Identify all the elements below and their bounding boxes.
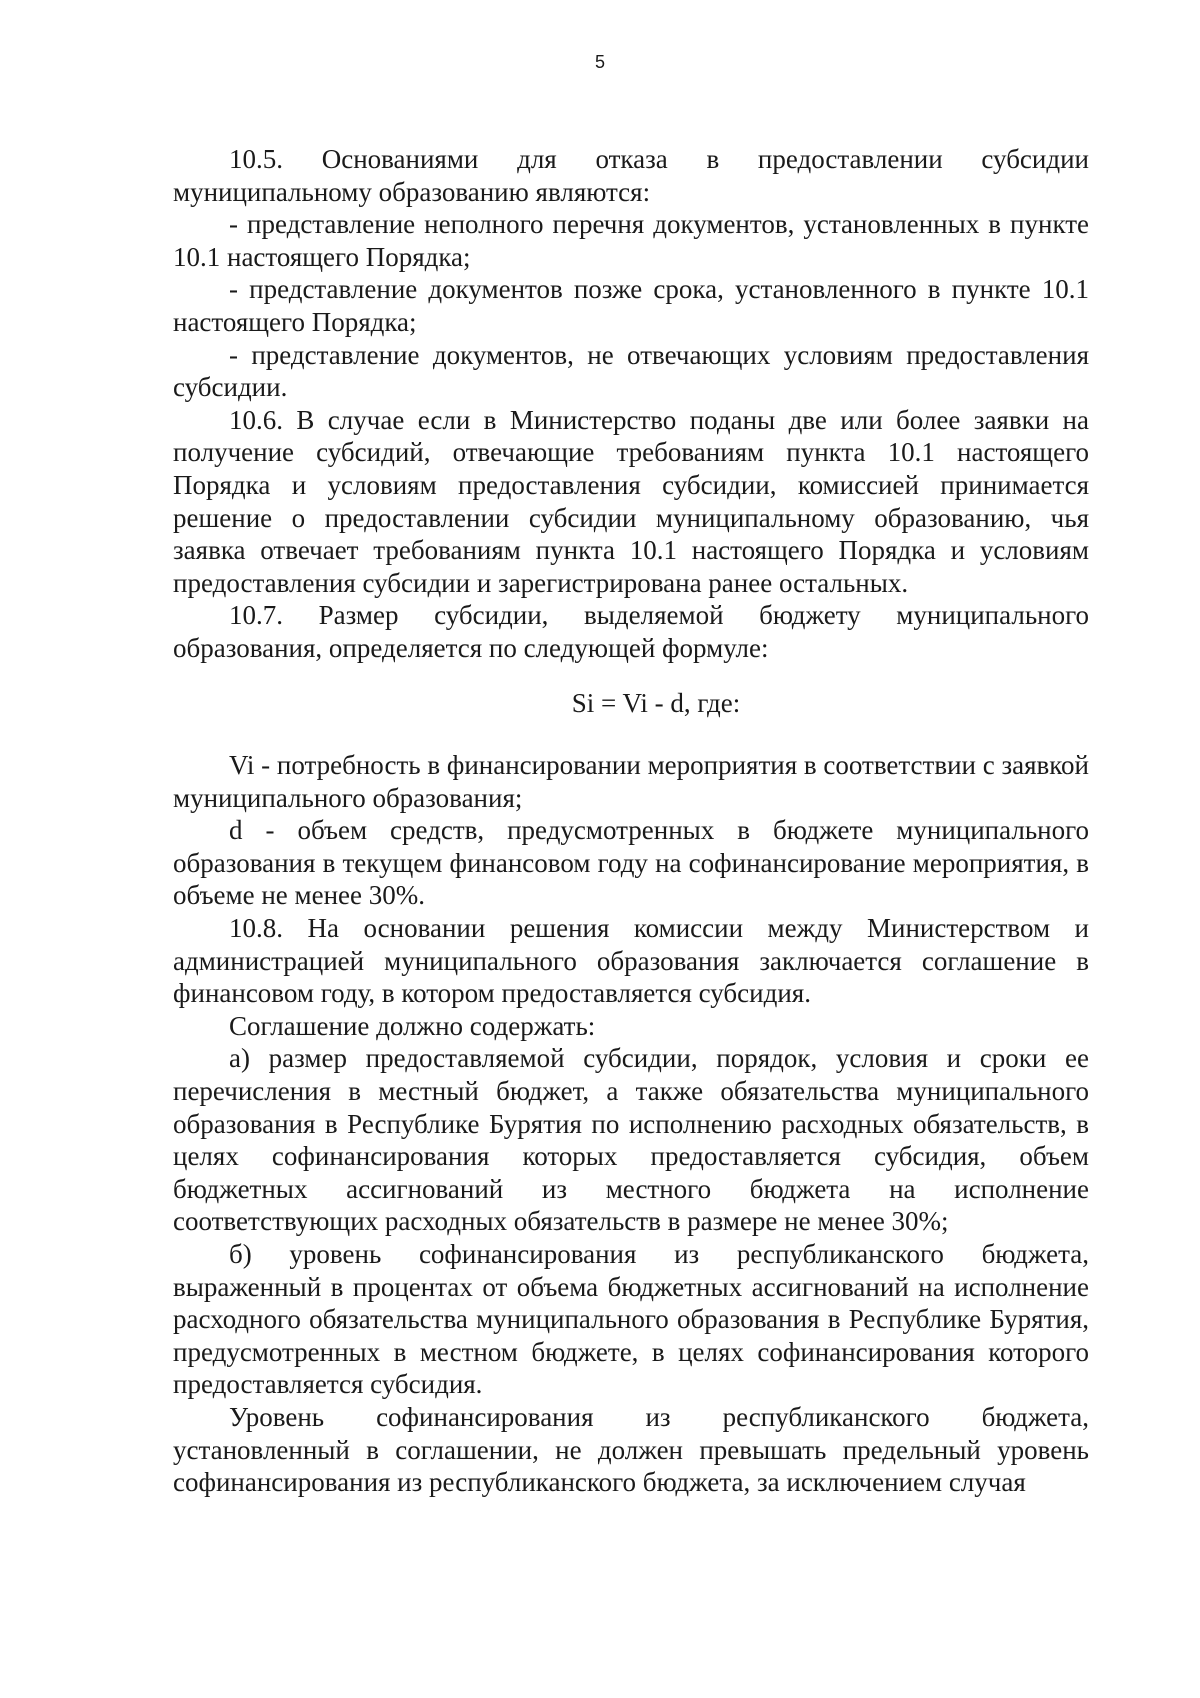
agreement-item-b: б) уровень софинансирования из республиканского бюджета, выраженный в процентах от объема бюджетных ассигнований на исполнение расходного обязательства муниципального образования в Республике Бурятия, предусмотренных в местном бюджете, в целях софинансирования которого предоставляется субсидия. [173,1239,1089,1400]
list-item-incomplete-documents: - представление неполного перечня документов, установленных в пункте 10.1 настоящего Порядка; [173,209,1089,272]
page-number: 5 [594,52,605,72]
subsidy-formula: Si = Vi - d, где: [571,687,741,718]
agreement-contents-heading: Соглашение должно содержать: [229,1010,596,1041]
list-item-non-compliant-documents: - представление документов, не отвечающих условиям предоставления субсидии. [173,339,1089,403]
paragraph-10-8: 10.8. На основании решения комиссии между Министерством и администрацией муниципального образования заключается соглашение в финансовом году, в котором предоставляется субсидия. [173,913,1089,1009]
definition-vi: Vi - потребность в финансировании мероприятия в соответствии с заявкой муниципального образования; [173,750,1089,813]
co-financing-level-paragraph: Уровень софинансирования из республиканского бюджета, установленный в соглашении, не должен превышать предельный уровень софинансирования из республиканского бюджета, за исключением случая [173,1401,1089,1498]
definition-d: d - объем средств, предусмотренных в бюджете муниципального образования в текущем финансовом году на софинансирование мероприятия, в объеме не менее 30%. [173,815,1089,911]
paragraph-10-7: 10.7. Размер субсидии, выделяемой бюджету муниципального образования, определяется по следующей формуле: [173,600,1089,663]
agreement-item-a: а) размер предоставляемой субсидии, порядок, условия и сроки ее перечисления в местный бюджет, а также обязательства муниципального образования в Республике Бурятия по исполнению расходных обязательств, в целях софинансирования которых предоставляется субсидия, объем бюджетных ассигнований из местного бюджета на исполнение соответствующих расходных обязательств в размере не менее 30%; [173,1043,1089,1237]
paragraph-10-6: 10.6. В случае если в Министерство поданы две или более заявки на получение субсидий, отвечающие требованиям пункта 10.1 настоящего Порядка и условиям предоставления субсидии, комиссией принимается решение о предоставлении субсидии муниципальному образованию, чья заявка отвечает требованиям пункта 10.1 настоящего Порядка и условиям предоставления субсидии и зарегистрирована ранее остальных. [173,404,1089,598]
list-item-late-documents: - представление документов позже срока, установленного в пункте 10.1 настоящего Порядка; [173,274,1089,337]
paragraph-10-5: 10.5. Основаниями для отказа в предоставлении субсидии муниципальному образованию являются: [173,144,1089,207]
document-body [173,143,1089,1499]
